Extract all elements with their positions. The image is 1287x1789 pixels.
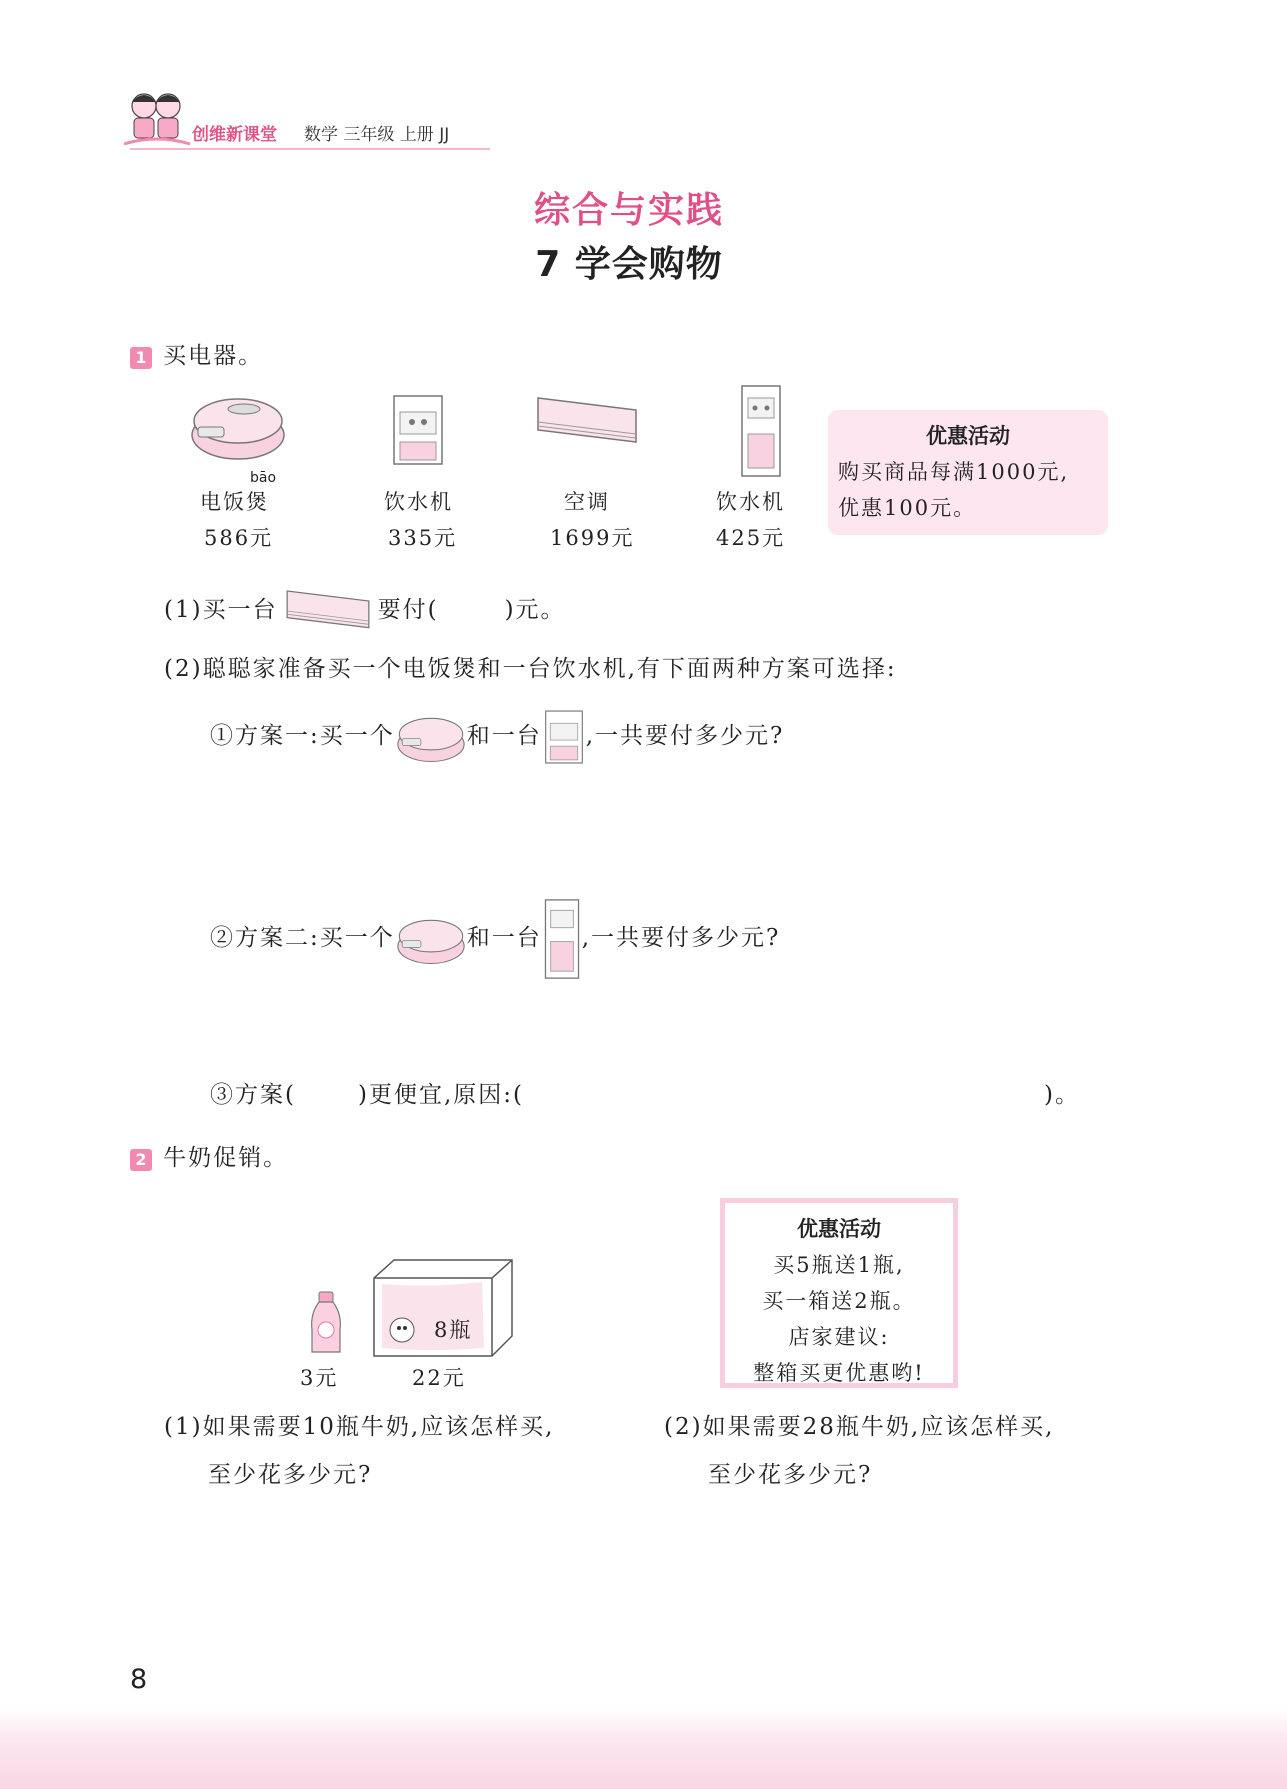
promo-line: 购买商品每满1000元, [838, 460, 1070, 484]
question-2-part-1-line-1: (1)如果需要10瓶牛奶,应该怎样买, [164, 1414, 555, 1440]
product-name-dispenser-tall: 饮水机 [716, 490, 785, 514]
text-segment: ,一共要付多少元? [585, 723, 785, 749]
milk-box-price: 22元 [412, 1366, 466, 1390]
product-pinyin: bāo [250, 470, 277, 486]
promo-line: 优惠100元。 [838, 496, 977, 520]
milk-bottle-price: 3元 [300, 1366, 339, 1390]
rice-cooker-icon [395, 708, 467, 766]
question-2-part-2-line-1: (2)如果需要28瓶牛奶,应该怎样买, [664, 1414, 1055, 1440]
product-name-dispenser-small: 饮水机 [384, 490, 453, 514]
question-1-heading [130, 337, 263, 370]
milk-box-label: 8瓶 [434, 1318, 473, 1342]
question-1-part-1 [164, 586, 566, 636]
promo-box-milk [720, 1198, 958, 1388]
water-dispenser-small-icon [390, 392, 446, 468]
text-segment: 要付( [377, 597, 439, 623]
question-title: 牛奶促销。 [163, 1145, 289, 1171]
header-mascot-icon [122, 88, 192, 150]
promo-box-appliances [828, 410, 1108, 535]
lesson-title: 7 学会购物 [535, 244, 723, 285]
milk-bottle-icon [308, 1290, 344, 1356]
promo-line: 整箱买更优惠哟! [753, 1361, 925, 1385]
rice-cooker-icon [188, 385, 288, 465]
question-2-part-2-line-2: 至少花多少元? [708, 1462, 873, 1488]
text-segment: ,一共要付多少元? [581, 925, 781, 951]
promo-line: 买一箱送2瓶。 [762, 1289, 916, 1313]
question-number: 2 [130, 1149, 152, 1171]
page-number: 8 [130, 1664, 148, 1695]
product-name-air-conditioner: 空调 [564, 490, 610, 514]
plan-two [210, 896, 780, 982]
question-2-heading [130, 1139, 288, 1172]
question-title: 买电器。 [163, 343, 264, 369]
product-price-dispenser-tall: 425元 [716, 526, 786, 550]
text-segment: 和一台 [466, 723, 542, 749]
promo-line: 买5瓶送1瓶, [773, 1253, 905, 1277]
product-price-rice-cooker: 586元 [204, 526, 274, 550]
product-price-dispenser-small: 335元 [388, 526, 458, 550]
text-segment: 和一台 [466, 925, 542, 951]
product-name-rice-cooker: 电饭煲 [200, 490, 269, 514]
question-number: 1 [130, 347, 152, 369]
promo-title: 优惠活动 [797, 1217, 881, 1241]
question-2-part-1-line-2: 至少花多少元? [208, 1462, 373, 1488]
section-title: 综合与实践 [533, 190, 724, 231]
rice-cooker-icon [395, 910, 467, 968]
subject-info: 数学 三年级 上册 JJ [304, 125, 450, 145]
question-1-part-2: (2)聪聪家准备买一个电饭煲和一台饮水机,有下面两种方案可选择: [164, 656, 897, 682]
text-segment: )更便宜,原因:( [357, 1082, 524, 1108]
text-segment: )。 [1044, 1082, 1080, 1108]
air-conditioner-icon [532, 392, 642, 452]
text-segment: ③方案( [210, 1082, 296, 1108]
water-dispenser-tall-icon [542, 896, 582, 982]
promo-title: 优惠活动 [926, 424, 1010, 448]
water-dispenser-tall-icon [738, 382, 784, 480]
air-conditioner-icon [278, 586, 378, 636]
product-price-air-conditioner: 1699元 [550, 526, 635, 550]
text-segment: ①方案一:买一个 [210, 723, 395, 749]
water-dispenser-small-icon [542, 708, 586, 766]
header-divider [130, 148, 490, 150]
footer-band [0, 1708, 1287, 1789]
plan-three [210, 1076, 1080, 1109]
plan-one [210, 708, 784, 766]
text-segment: (1)买一台 [164, 597, 278, 623]
brand-name: 创维新课堂 [192, 125, 277, 145]
text-segment: )元。 [504, 597, 566, 623]
promo-line: 店家建议: [788, 1325, 890, 1349]
text-segment: ②方案二:买一个 [210, 925, 395, 951]
